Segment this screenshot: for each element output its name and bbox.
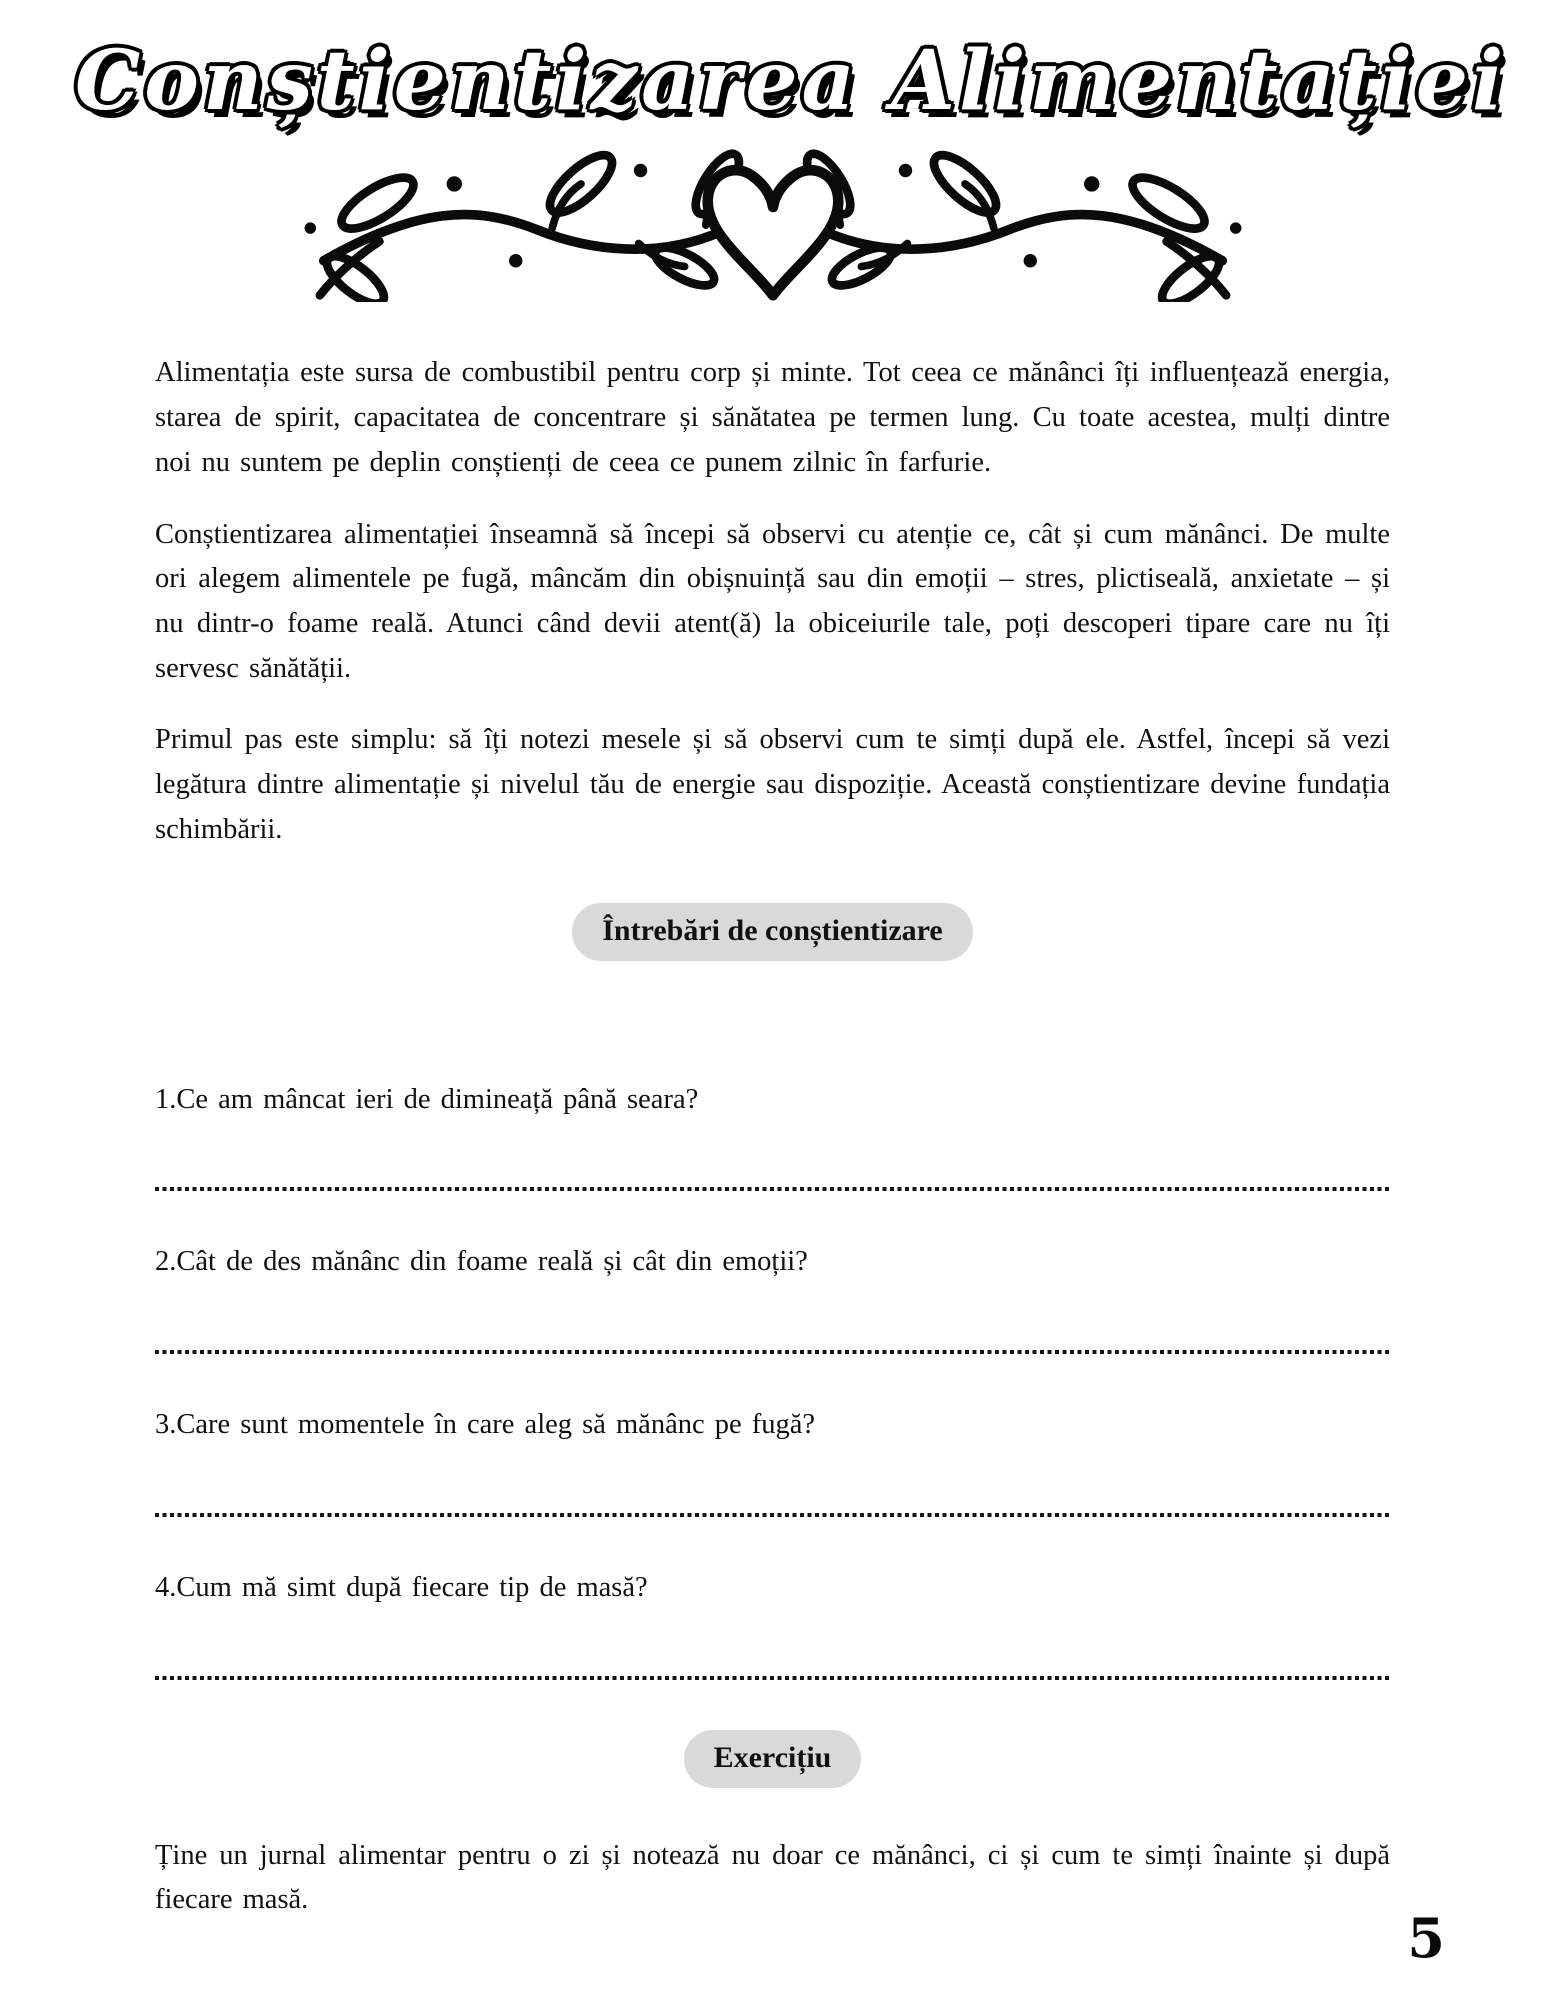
question-item <box>155 1079 1390 1192</box>
title-divider <box>155 134 1390 307</box>
page-header <box>75 33 1508 129</box>
exercise-text: Ține un jurnal alimentar pentru o zi și notează nu doar ce mănânci, ci și cum te simți înainte și după fiecare masă. <box>155 1839 1390 1916</box>
question-text: 3.Care sunt momentele în care aleg să mănânc pe fugă? <box>155 1409 816 1441</box>
questions-list <box>155 1079 1390 1680</box>
page-number: 5 <box>1407 1906 1445 1970</box>
heart-laurel-divider-icon <box>238 134 1308 302</box>
answer-dotted-line <box>155 1676 1390 1680</box>
questions-header-row <box>155 903 1390 961</box>
heart-icon <box>707 170 838 295</box>
intro-paragraph: Alimentația este sursa de combustibil pentru corp și minte. Tot ceea ce mănânci îți influențează energia, starea de spirit, capacitatea de concentrare și sănătatea pe termen lung. Cu toate acestea, mulți dintre noi nu suntem pe deplin conștienți de ceea ce punem zilnic în farfurie. <box>155 357 1390 478</box>
questions-section-header: Întrebări de conștientizare <box>572 903 973 961</box>
answer-dotted-line <box>155 1350 1390 1354</box>
question-text: 1.Ce am mâncat ieri de dimineață până seara? <box>155 1083 699 1115</box>
intro-paragraph: Conștientizarea alimentației înseamnă să începi să observi cu atenție ce, cât și cum mănânci. De multe ori alegem alimentele pe fugă, mâncăm din obișnuință sau din emoții – stres, plictiseală, anxietate – și nu dintr-o foame reală. Atunci când devii atent(ă) la obiceiurile tale, poți descoperi tipare care nu îți servesc sănătății. <box>155 518 1390 684</box>
answer-dotted-line <box>155 1513 1390 1517</box>
question-text: 2.Cât de des mănânc din foame reală și cât din emoții? <box>155 1246 808 1278</box>
intro-paragraph: Primul pas este simplu: să îți notezi mesele și să observi cum te simți după ele. Astfel, începi să vezi legătura dintre alimentație și nivelul tău de energie sau dispoziție. Această conștientizare devine fundația schimbării. <box>155 724 1390 845</box>
question-text: 4.Cum mă simt după fiecare tip de masă? <box>155 1571 648 1603</box>
laurel-branch-left <box>304 146 747 302</box>
intro-section <box>155 351 1390 852</box>
answer-dotted-line <box>155 1187 1390 1191</box>
exercise-header-row <box>155 1730 1390 1788</box>
laurel-branch-right <box>798 146 1241 302</box>
page-title: Conștientizarea Alimentației <box>75 33 1508 129</box>
exercise-section-header: Exercițiu <box>684 1730 862 1788</box>
question-item <box>155 1404 1390 1517</box>
question-item <box>155 1567 1390 1680</box>
question-item <box>155 1241 1390 1354</box>
